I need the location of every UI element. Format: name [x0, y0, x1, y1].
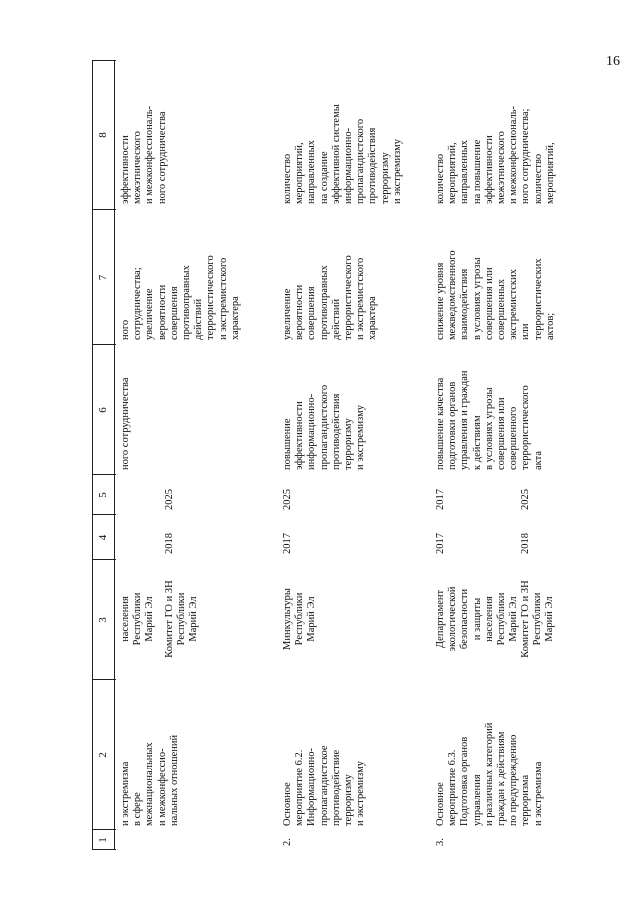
row3-col3b: Комитет ГО и ЗН Республики Марий Эл	[520, 580, 556, 658]
header-col-8: 8	[97, 132, 109, 138]
row1-col5: 2025	[164, 489, 175, 510]
row3-number: 3.	[435, 838, 446, 846]
page-number: 16	[606, 54, 620, 69]
header-col-4: 4	[97, 534, 109, 541]
row2-col8: количество мероприятий, направленных на создание эффективной системы информационно- пропагандистского противодействия терроризму и экстремизму	[282, 104, 403, 204]
row1-col6: ного сотрудничества	[120, 377, 131, 470]
row1-col8: эффективности межэтнического и межконфессиональ- ного сотрудничества	[120, 105, 168, 204]
row2-col5: 2025	[282, 489, 293, 510]
header-col-2: 2	[97, 752, 109, 758]
row1-col3a: населения Республики Марий Эл	[120, 592, 156, 646]
row2-col6: повышение эффективности информационно- пропагандистского противодействия терроризму и экстремизму	[282, 384, 367, 470]
row1-col3b: Комитет ГО и ЗН Республики Марий Эл	[164, 580, 200, 658]
row3-col3a: Департамент экологической безопасности и защиты населения Республики Марий Эл	[435, 586, 520, 652]
header-col-5: 5	[97, 492, 109, 498]
row3-col5b: 2025	[520, 489, 531, 510]
row3-col6: повышение качества подготовки органов управления и граждан к действиям в условиях угрозы совершения или совершенного террористического акта	[435, 370, 544, 470]
header-col-3: 3	[97, 617, 109, 623]
header-col-7: 7	[97, 274, 109, 281]
row3-col8: количество мероприятий, направленных на повышение эффективности межэтнического и межконфессиональ- ного сотрудничества; количество мероприятий,	[435, 105, 556, 204]
row2-col3: Минкультуры Республики Марий Эл	[282, 588, 318, 650]
row3-col2: Основное мероприятие 6.3. Подготовка органов управления и различных категорий граждан к действиям по предупреждению терроризма и экстремизма	[435, 722, 544, 826]
row1-col4: 2018	[164, 533, 175, 554]
row2-col7: увеличение вероятности совершения противоправных действий террористического и экстремистского характера	[282, 255, 379, 340]
table-header-rule	[114, 60, 115, 850]
row1-col2: и экстремизма в сфере межнациональных и межконфессио- нальных отношений	[120, 734, 180, 826]
row2-number: 2.	[282, 838, 293, 846]
row3-col4a: 2017	[435, 533, 446, 554]
header-col-6: 6	[97, 407, 109, 413]
table-frame	[92, 60, 610, 850]
row3-col4b: 2018	[520, 533, 531, 554]
row3-col5a: 2017	[435, 489, 446, 510]
row1-col7: ного сотрудничества; увеличение вероятности совершения противоправных действий террористического и экстремистского характера	[120, 255, 241, 340]
row2-col2: Основное мероприятие 6.2. Информационно- пропагандистское противодействие терроризму и экстремизму	[282, 745, 367, 826]
header-col-1: 1	[97, 837, 109, 843]
row2-col4: 2017	[282, 533, 293, 554]
row3-col7: снижение уровня межведомственного взаимодействия в условиях угрозы совершения или совершенных экстремистских или террористических актов;	[435, 250, 556, 340]
rotated-table	[92, 60, 610, 850]
